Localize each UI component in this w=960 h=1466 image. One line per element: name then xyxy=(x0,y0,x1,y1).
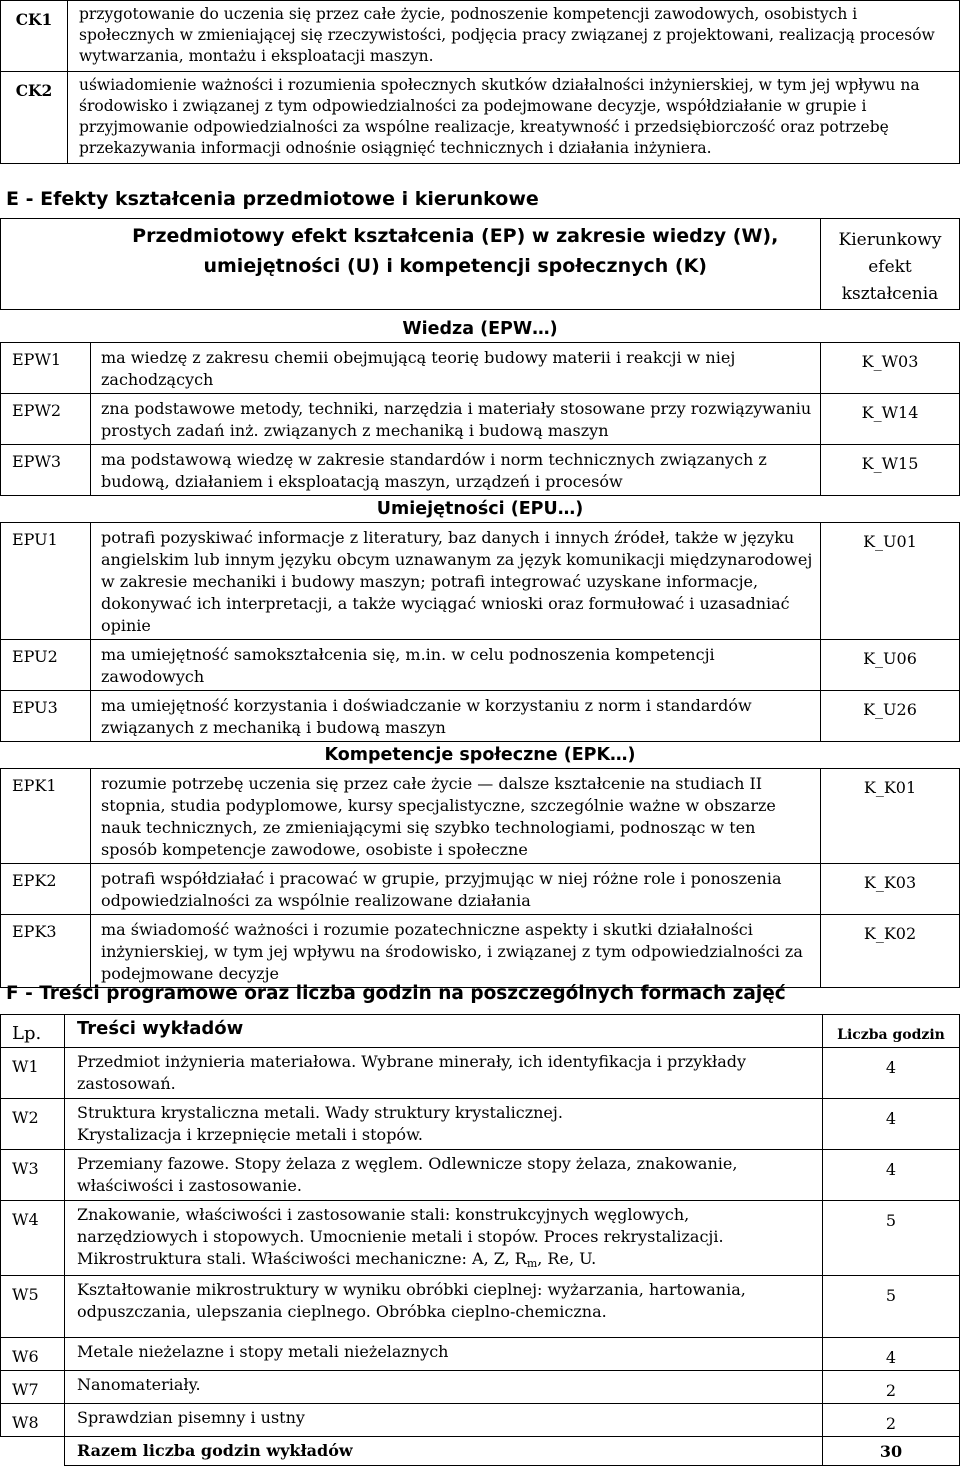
col-hours: Liczba godzin xyxy=(823,1015,960,1048)
program-content-line xyxy=(77,1279,814,1323)
program-content-line xyxy=(77,1102,814,1124)
effect-ref: K_U01 xyxy=(821,523,960,640)
program-content-line xyxy=(77,1124,814,1146)
effect-row xyxy=(1,864,960,915)
effects-group-title: Umiejętności (EPU…) xyxy=(1,496,960,523)
program-lp: W3 xyxy=(1,1150,65,1201)
effect-code: EPW3 xyxy=(1,445,91,496)
effect-ref: K_U26 xyxy=(821,691,960,742)
effects-group-row xyxy=(1,742,960,769)
effect-row xyxy=(1,915,960,988)
effect-ref: K_U06 xyxy=(821,640,960,691)
effect-ref: K_W03 xyxy=(821,343,960,394)
program-content-text: Nanomateriały. xyxy=(77,1375,201,1394)
program-content-text: Struktura krystaliczna metali. Wady struktury krystalicznej. xyxy=(77,1103,563,1122)
program-hours: 2 xyxy=(823,1371,960,1404)
program-content-text: Przemiany fazowe. Stopy żelaza z węglem. Odlewnicze stopy żelaza, znakowanie, właściwości i zastosowanie. xyxy=(77,1154,738,1195)
program-header-row xyxy=(1,1015,960,1048)
effects-header-title: Przedmiotowy efekt kształcenia (EP) w zakresie wiedzy (W), umiejętności (U) i kompetencji społecznych (K) xyxy=(91,219,821,310)
effect-ref: K_K03 xyxy=(821,864,960,915)
effects-group-row xyxy=(1,310,960,343)
program-content xyxy=(65,1201,823,1276)
effect-text: ma umiejętność korzystania i doświadczanie w korzystaniu z norm i standardów związanych z mechaniką i budową maszyn xyxy=(91,691,821,742)
program-content-line xyxy=(77,1051,814,1095)
program-lp: W2 xyxy=(1,1099,65,1150)
program-lp: W1 xyxy=(1,1048,65,1099)
program-content-line xyxy=(77,1407,814,1429)
program-row xyxy=(1,1201,960,1276)
ck-row xyxy=(1,1,960,72)
effect-text: ma świadomość ważności i rozumie pozatechniczne aspekty i skutki działalności inżynierskiej, w tym jej wpływu na środowisko, i związanej z tym odpowiedzialności za podejmowane decyzje xyxy=(91,915,821,988)
program-content-text: Sprawdzian pisemny i ustny xyxy=(77,1408,305,1427)
effect-text: rozumie potrzebę uczenia się przez całe życie — dalsze kształcenie na studiach II stopnia, studia podyplomowe, kursy specjalistyczne, szczególnie ważne w obszarze nauk technicznych, ze zmieniającymi się szybko technologiami, podnosząc w ten sposób kompetencje zawodowe, osobiste i społeczne xyxy=(91,769,821,864)
program-row xyxy=(1,1048,960,1099)
effect-code: EPK3 xyxy=(1,915,91,988)
program-total-row xyxy=(1,1437,960,1466)
effect-code: EPW1 xyxy=(1,343,91,394)
effect-ref: K_K01 xyxy=(821,769,960,864)
effects-group-title: Kompetencje społeczne (EPK…) xyxy=(1,742,960,769)
effect-row xyxy=(1,445,960,496)
total-label: Razem liczba godzin wykładów xyxy=(65,1437,823,1466)
program-content-line xyxy=(77,1374,814,1396)
effect-ref: K_K02 xyxy=(821,915,960,988)
program-lp: W7 xyxy=(1,1371,65,1404)
subscript-text: m xyxy=(526,1257,538,1270)
program-content-text: Metale nieżelazne i stopy metali nieżelaznych xyxy=(77,1342,449,1361)
program-content-tail: , Re, U. xyxy=(537,1249,597,1268)
effect-code: EPU3 xyxy=(1,691,91,742)
ck-text: przygotowanie do uczenia się przez całe życie, podnoszenie kompetencji zawodowych, osobistych i społecznych w zmieniającej się rzeczywistości, podjęcia pracy związanej z projektowani, realizacją procesów wytwarzania, montażu i eksploatacji maszyn. xyxy=(68,1,960,72)
effect-row xyxy=(1,691,960,742)
section-f-heading: F - Treści programowe oraz liczba godzin na poszczególnych formach zajęć xyxy=(6,983,786,1004)
effect-row xyxy=(1,640,960,691)
program-content-line xyxy=(77,1341,814,1363)
program-hours: 5 xyxy=(823,1276,960,1338)
effect-text: zna podstawowe metody, techniki, narzędzia i materiały stosowane przy rozwiązywaniu prostych zadań inż. związanych z mechaniką i budową maszyn xyxy=(91,394,821,445)
effects-group-row xyxy=(1,496,960,523)
ck-code: CK1 xyxy=(1,1,68,72)
program-lp: W5 xyxy=(1,1276,65,1338)
effect-code: EPK1 xyxy=(1,769,91,864)
effects-table xyxy=(0,218,960,988)
program-content-text: Kształtowanie mikrostruktury w wyniku obróbki cieplnej: wyżarzania, hartowania, odpuszczania, ulepszania cieplnego. Obróbka cieplno-chemiczna. xyxy=(77,1280,746,1321)
program-content-line xyxy=(77,1204,814,1248)
program-content xyxy=(65,1048,823,1099)
program-table xyxy=(0,1014,960,1466)
ck-text: uświadomienie ważności i rozumienia społecznych skutków działalności inżynierskiej, w tym jej wpływu na środowisko i związanej z tym odpowiedzialności za podejmowane decyzje, współdziałanie w grupie i przyjmowanie odpowiedzialności za wspólne realizacje, kreatywność i przedsiębiorczość oraz potrzebę przekazywania informacji odnośnie osiągnięć technicznych i działania inżyniera. xyxy=(68,72,960,164)
program-content-text: Mikrostruktura stali. Właściwości mechaniczne: A, Z, R xyxy=(77,1249,527,1268)
col-lp: Lp. xyxy=(1,1015,65,1048)
program-row xyxy=(1,1371,960,1404)
effect-code: EPU1 xyxy=(1,523,91,640)
program-content xyxy=(65,1371,823,1404)
effect-row xyxy=(1,769,960,864)
effect-code: EPU2 xyxy=(1,640,91,691)
effect-text: ma podstawową wiedzę w zakresie standardów i norm technicznych związanych z budową, działaniem i eksploatacją maszyn, urządzeń i procesów xyxy=(91,445,821,496)
program-content-text: Krystalizacja i krzepnięcie metali i stopów. xyxy=(77,1125,423,1144)
program-row xyxy=(1,1099,960,1150)
ck-row xyxy=(1,72,960,164)
program-content xyxy=(65,1276,823,1338)
program-lp: W8 xyxy=(1,1404,65,1437)
effect-code: EPW2 xyxy=(1,394,91,445)
effect-text: ma umiejętność samokształcenia się, m.in. w celu podnoszenia kompetencji zawodowych xyxy=(91,640,821,691)
effects-group-title: Wiedza (EPW…) xyxy=(1,310,960,343)
program-hours: 4 xyxy=(823,1150,960,1201)
effect-row xyxy=(1,343,960,394)
total-hours: 30 xyxy=(823,1437,960,1466)
program-content-line xyxy=(77,1153,814,1197)
ck-table xyxy=(0,0,960,164)
program-row xyxy=(1,1404,960,1437)
program-content xyxy=(65,1150,823,1201)
effect-row xyxy=(1,394,960,445)
program-hours: 2 xyxy=(823,1404,960,1437)
program-row xyxy=(1,1276,960,1338)
program-content xyxy=(65,1099,823,1150)
section-e-heading: E - Efekty kształcenia przedmiotowe i kierunkowe xyxy=(6,188,539,210)
effect-text: potrafi współdziałać i pracować w grupie, przyjmując w niej różne role i ponoszenia odpowiedzialności za wspólnie realizowane działania xyxy=(91,864,821,915)
program-lp: W6 xyxy=(1,1338,65,1371)
effects-header-row xyxy=(1,219,960,310)
program-content xyxy=(65,1404,823,1437)
program-hours: 4 xyxy=(823,1338,960,1371)
program-row xyxy=(1,1338,960,1371)
program-content-text: Znakowanie, właściwości i zastosowanie stali: konstrukcyjnych węglowych, narzędziowych i stopowych. Umocnienie metali i stopów. Proces rekrystalizacji. xyxy=(77,1205,724,1246)
program-hours: 4 xyxy=(823,1048,960,1099)
program-row xyxy=(1,1150,960,1201)
effect-code: EPK2 xyxy=(1,864,91,915)
effects-header-right: Kierunkowy efekt kształcenia xyxy=(821,219,960,310)
effect-ref: K_W15 xyxy=(821,445,960,496)
program-lp: W4 xyxy=(1,1201,65,1276)
program-content-text: Przedmiot inżynieria materiałowa. Wybrane minerały, ich identyfikacja i przykłady zastosowań. xyxy=(77,1052,747,1093)
col-content: Treści wykładów xyxy=(65,1015,823,1048)
effect-row xyxy=(1,523,960,640)
ck-code: CK2 xyxy=(1,72,68,164)
program-content xyxy=(65,1338,823,1371)
effect-text: ma wiedzę z zakresu chemii obejmującą teorię budowy materii i reakcji w niej zachodzących xyxy=(91,343,821,394)
effect-text: potrafi pozyskiwać informacje z literatury, baz danych i innych źródeł, także w języku angielskim lub innym języku obcym uznawanym za język komunikacji międzynarodowej w zakresie mechaniki i budowy maszyn; potrafi integrować uzyskane informacje, dokonywać ich interpretacji, a także wyciągać wnioski oraz formułować i uzasadniać opinie xyxy=(91,523,821,640)
effect-ref: K_W14 xyxy=(821,394,960,445)
program-hours: 4 xyxy=(823,1099,960,1150)
program-hours: 5 xyxy=(823,1201,960,1276)
program-content-line xyxy=(77,1248,814,1272)
